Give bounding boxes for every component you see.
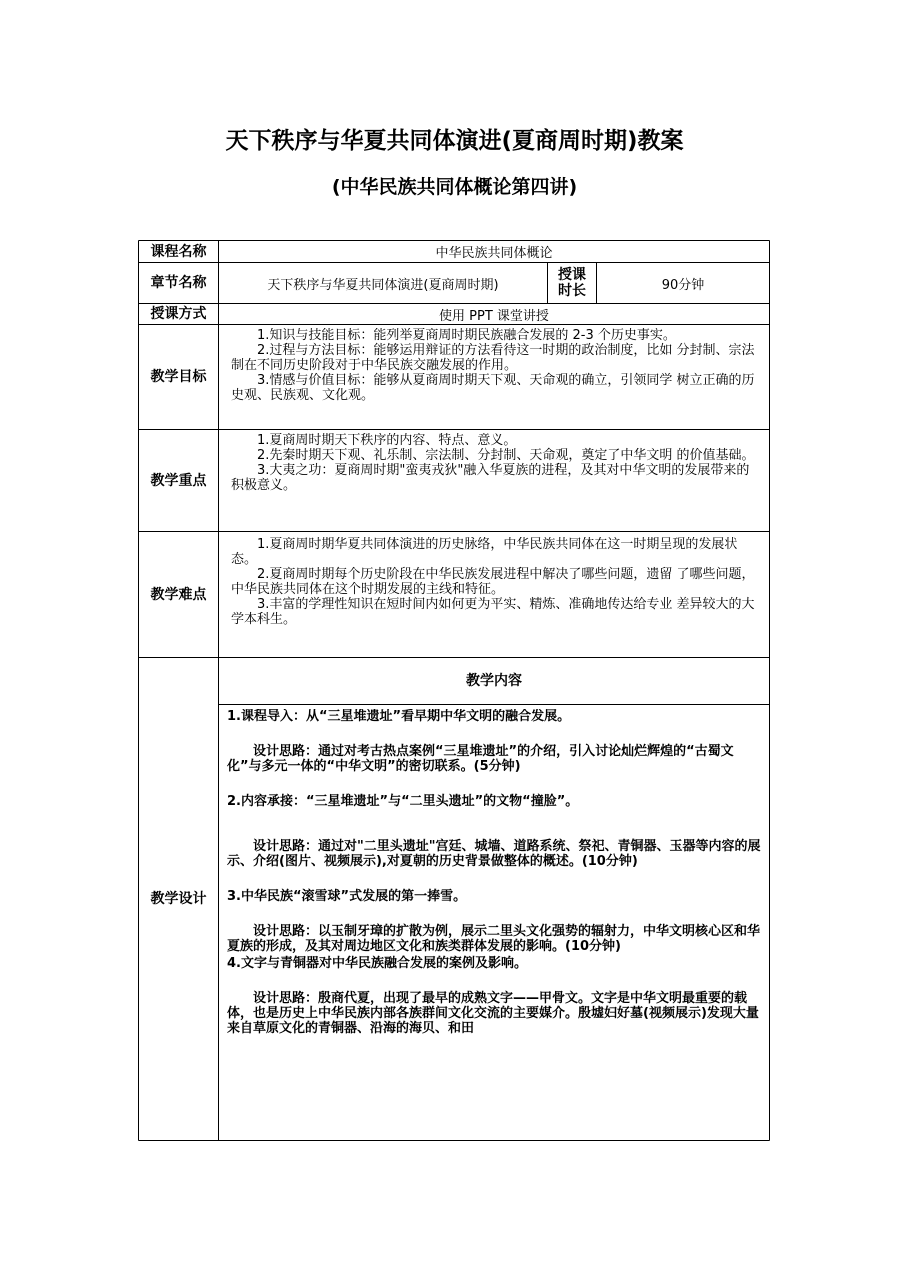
difficulty-item: 3.丰富的学理性知识在短时间内如何更为平实、精炼、准确地传达给专业 差异较大的大学本科生。 (231, 597, 755, 627)
design-section-title: 3.中华民族“滚雪球”式发展的第一捧雪。 (227, 889, 467, 904)
duration-label: 授课时长 (558, 267, 586, 299)
teaching-difficulties-label: 教学难点 (150, 586, 207, 603)
teaching-key-points-label: 教学重点 (150, 472, 207, 489)
course-name-value: 中华民族共同体概论 (435, 246, 553, 261)
design-idea: 设计思路：以玉制牙璋的扩散为例，展示二里头文化强势的辐射力，中华文明核心区和华夏族的形成，及其对周边地区文化和族类群体发展的影响。(10分钟) (227, 924, 761, 954)
design-section-title: 2.内容承接：“三星堆遗址”与“二里头遗址”的文物“撞脸”。 (227, 794, 579, 809)
design-idea: 设计思路：通过对考古热点案例“三星堆遗址”的介绍，引入讨论灿烂辉煌的“古蜀文化”与多元一体的“中华文明”的密切联系。(5分钟) (227, 744, 734, 774)
chapter-name-label: 章节名称 (150, 275, 207, 291)
teaching-content-header: 教学内容 (466, 673, 522, 689)
teaching-design-content (219, 709, 769, 1139)
teaching-goals (219, 328, 769, 428)
teaching-method-value: 使用 PPT 课堂讲授 (439, 308, 549, 324)
teaching-goals-label: 教学目标 (150, 369, 207, 385)
key-point-item: 3.大夷之功：夏商周时期"蛮夷戎狄"融入华夏族的进程，及其对中华文明的发展带来的积极意义。 (231, 463, 750, 493)
goal-item: 3.情感与价值目标：能够从夏商周时期天下观、天命观的确立，引领同学 树立正确的历史观、民族观、文化观。 (231, 373, 755, 403)
goal-item: 1.知识与技能目标：能列举夏商周时期民族融合发展的 2-3 个历史事实。 (257, 328, 676, 343)
document-subtitle: (中华民族共同体概论第四讲) (331, 176, 578, 198)
duration-value: 90分钟 (661, 277, 705, 293)
difficulty-item: 2.夏商周时期每个历史阶段在中华民族发展进程中解决了哪些问题，遗留 了哪些问题，中华民族共同体在这个时期发展的主线和特征。 (231, 567, 755, 597)
course-name-label: 课程名称 (150, 243, 207, 260)
key-point-item: 1.夏商周时期天下秩序的内容、特点、意义。 (257, 433, 517, 448)
teaching-key-points (219, 433, 769, 530)
chapter-name-value: 天下秩序与华夏共同体演进(夏商周时期) (267, 277, 499, 293)
document-title: 天下秩序与华夏共同体演进(夏商周时期)教案 (225, 128, 684, 154)
difficulty-item: 1.夏商周时期华夏共同体演进的历史脉络，中华民族共同体在这一时期呈现的发展状态。 (231, 537, 738, 567)
teaching-method-label: 授课方式 (150, 306, 207, 322)
design-section-title: 4.文字与青铜器对中华民族融合发展的案例及影响。 (227, 956, 527, 971)
design-idea: 设计思路：通过对"二里头遗址"宫廷、城墙、道路系统、祭祀、青铜器、玉器等内容的展示、介绍(图片、视频展示),对夏朝的历史背景做整体的概述。(10分钟) (227, 839, 761, 869)
teaching-design-label: 教学设计 (150, 891, 207, 907)
teaching-difficulties (219, 537, 769, 655)
key-point-item: 2.先秦时期天下观、礼乐制、宗法制、分封制、天命观，奠定了中华文明 的价值基础。 (257, 448, 755, 463)
design-section-title: 1.课程导入：从“三星堆遗址”看早期中华文明的融合发展。 (227, 709, 571, 724)
design-idea: 设计思路：殷商代夏，出现了最早的成熟文字——甲骨文。文字是中华文明最重要的载体，也是历史上中华民族内部各族群间文化交流的主要媒介。殷墟妇好墓(视频展示)发现大量来自草原文化的青铜器、沿海的海贝、和田 (227, 991, 759, 1036)
goal-item: 2.过程与方法目标：能够运用辩证的方法看待这一时期的政治制度，比如 分封制、宗法制在不同历史阶段对于中华民族交融发展的作用。 (231, 343, 755, 373)
